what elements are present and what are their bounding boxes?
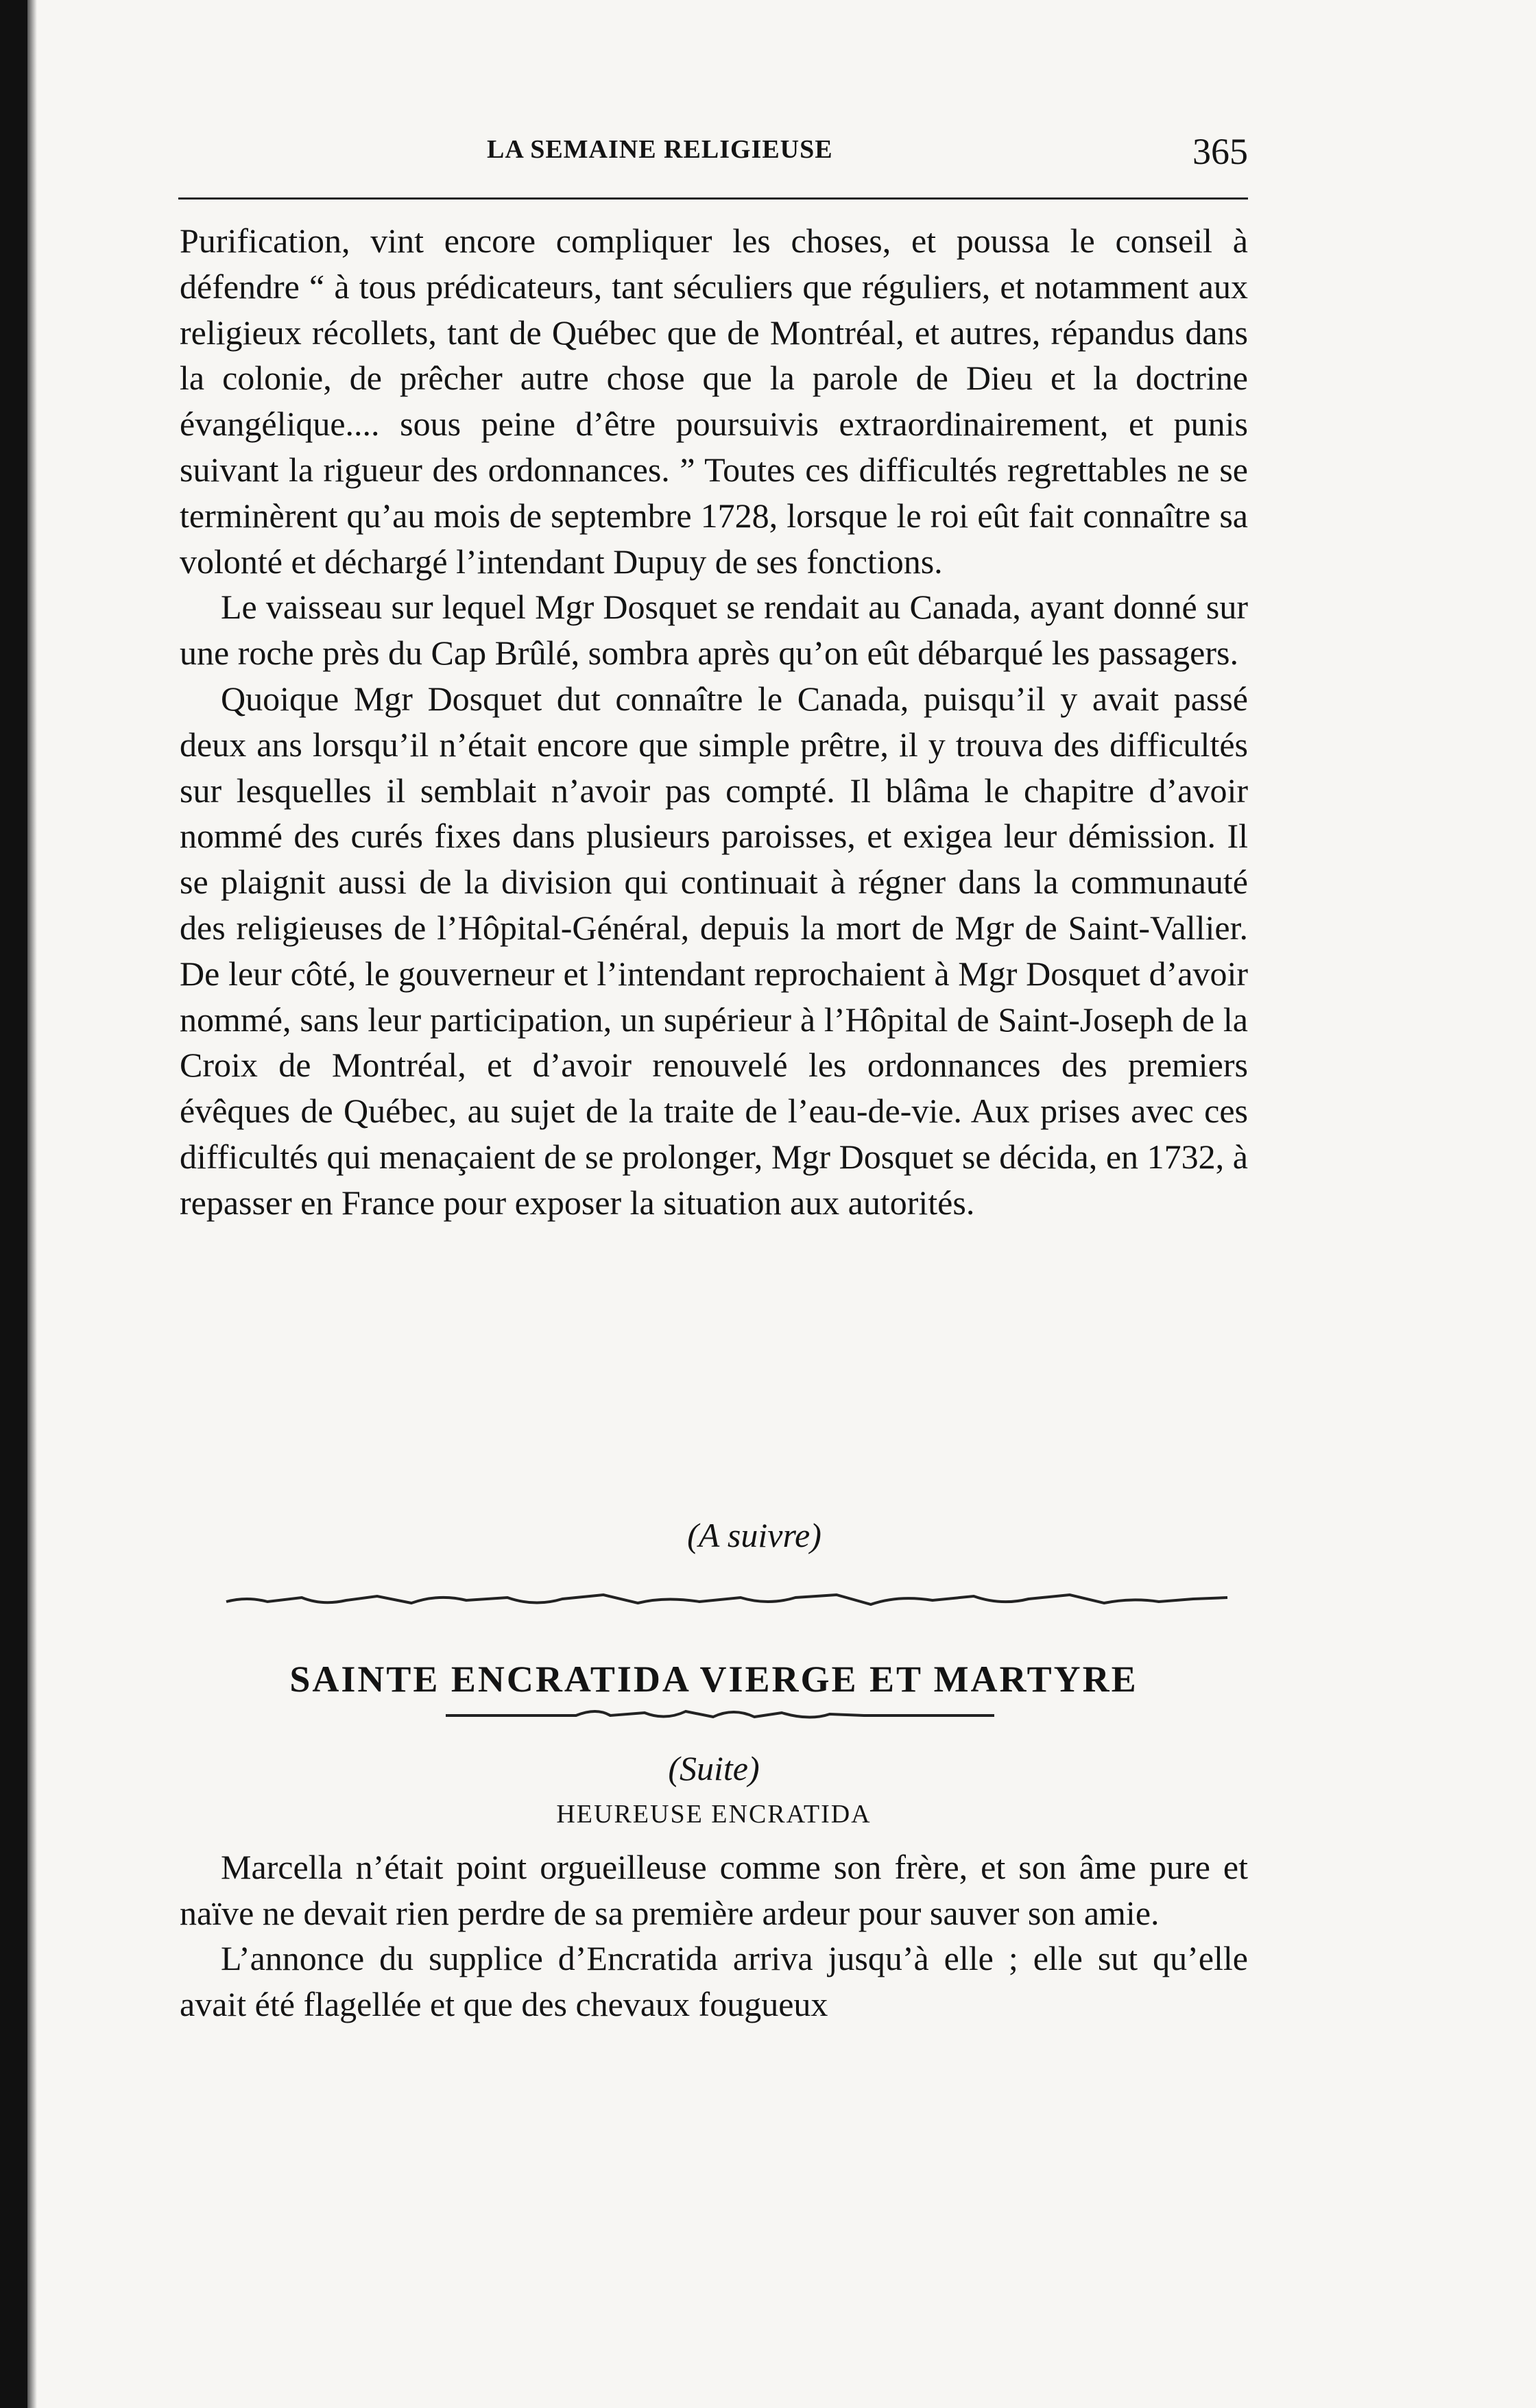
paragraph: Purification, vint encore compliquer les choses, et poussa le conseil à défendre “ à tous prédicateurs, tant séculiers que réguliers, et notamment aux religieux récollets, tant de Québec que de Montréal, et autres, répandus dans la colonie, de prêcher autre chose que la parole de Dieu et la doctrine évangélique.... sous peine d’être poursuivis extraordinairement, et punis suivant la rigueur des ordonnances. ” Toutes ces difficultés regrettables ne se terminèrent qu’au mois de septembre 1728, lorsque le roi eût fait connaître sa volonté et déchargé l’intendant Dupuy de ses fonctions. [180, 221, 1248, 581]
paragraph: L’annonce du supplice d’Encratida arriva jusqu’à elle ; elle sut qu’elle avait été flagellée et que des chevaux fougueux [180, 1939, 1248, 2023]
chapter-subheading: HEUREUSE ENCRATIDA [556, 1800, 872, 1829]
article-body-2 [180, 1844, 1248, 2027]
paragraph: Le vaisseau sur lequel Mgr Dosquet se rendait au Canada, ayant donné sur une roche près du Cap Brûlé, sombra après qu’on eût débarqué les passagers. [180, 588, 1248, 673]
running-title: LA SEMAINE RELIGIEUSE [487, 135, 833, 164]
running-head [171, 131, 1248, 176]
article-title: SAINTE ENCRATIDA VIERGE ET MARTYRE [289, 1659, 1138, 1700]
article-body [180, 218, 1248, 1226]
to-be-continued-note: (A suivre) [687, 1516, 821, 1554]
spine-edge-gradient [27, 0, 37, 2408]
header-rule [178, 197, 1248, 200]
ornamental-divider [219, 1577, 1234, 1618]
page-number: 365 [1192, 131, 1248, 172]
suite-label: (Suite) [668, 1749, 760, 1787]
paragraph: Marcella n’était point orgueilleuse comme son frère, et son âme pure et naïve ne devait rien perdre de sa première ardeur pour sauver son amie. [180, 1848, 1248, 1932]
paragraph: Quoique Mgr Dosquet dut connaître le Canada, puisqu’il y avait passé deux ans lorsqu’il n’était encore que simple prêtre, il y trouva des difficultés sur lesquelles il semblait n’avoir pas compté. Il blâma le chapitre d’avoir nommé des curés fixes dans plusieurs paroisses, et exigea leur démission. Il se plaignit aussi de la division qui continuait à régner dans la communauté des religieuses de l’Hôpital-Général, depuis la mort de Mgr de Saint-Vallier. De leur côté, le gouverneur et l’intendant reprochaient à Mgr Dosquet d’avoir nommé, sans leur participation, un supérieur à l’Hôpital de Saint-Joseph de la Croix de Montréal, et d’avoir renouvelé les ordonnances des premiers évêques de Québec, au sujet de la traite de l’eau-de-vie. Aux prises avec ces difficultés qui menaçaient de se prolonger, Mgr Dosquet se décida, en 1732, à repasser en France pour exposer la situation aux autorités. [180, 679, 1248, 1222]
book-spine-shadow [0, 0, 27, 2408]
small-ornament [439, 1700, 1001, 1728]
